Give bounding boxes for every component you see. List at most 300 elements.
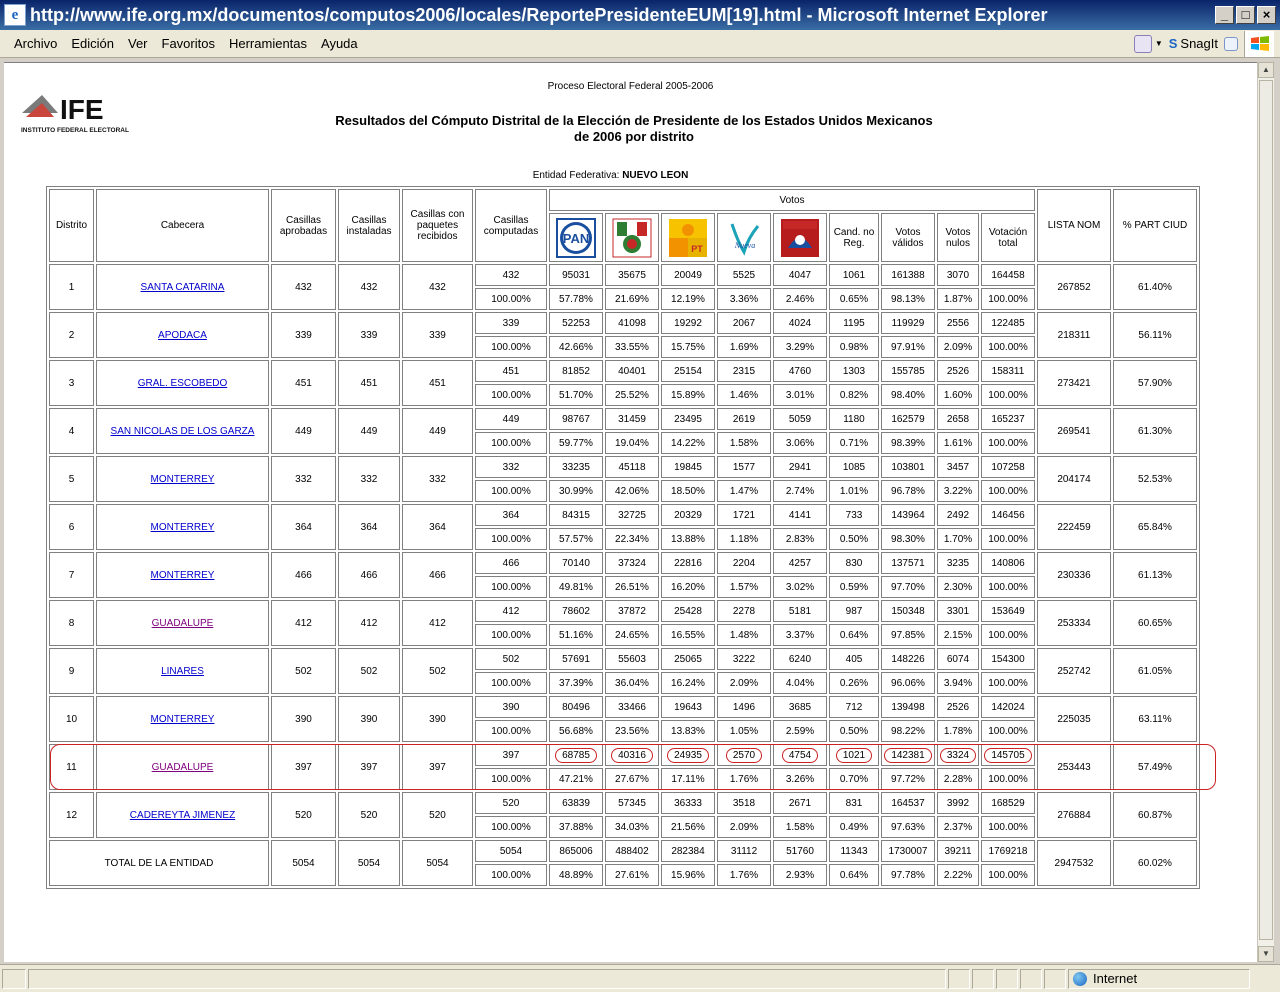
table-row bbox=[49, 792, 1197, 814]
instaladas-cell: 390 bbox=[338, 696, 400, 742]
nueva-alianza-logo-icon bbox=[723, 217, 765, 259]
votes-pct-cell: 3.36% bbox=[717, 288, 771, 310]
votes-cell: 2204 bbox=[717, 552, 771, 574]
lista-nom-cell: 204174 bbox=[1037, 456, 1111, 502]
votes-pct-cell: 0.64% bbox=[829, 624, 879, 646]
page-viewport bbox=[4, 62, 1257, 962]
votes-pct-cell: 0.59% bbox=[829, 576, 879, 598]
votes-pct-cell: 23.56% bbox=[605, 720, 659, 742]
votes-pct-cell: 2.46% bbox=[773, 288, 827, 310]
votes-cell: 3992 bbox=[937, 792, 979, 814]
votes-pct-cell: 3.02% bbox=[773, 576, 827, 598]
paquetes-cell: 332 bbox=[402, 456, 473, 502]
table-row bbox=[49, 312, 1197, 334]
status-cell bbox=[948, 969, 970, 989]
votes-pct-cell: 1.58% bbox=[717, 432, 771, 454]
votes-cell: 31459 bbox=[605, 408, 659, 430]
party-alternativa-cell bbox=[773, 213, 827, 262]
cabecera-link[interactable]: MONTERREY bbox=[150, 569, 215, 581]
paquetes-cell: 390 bbox=[402, 696, 473, 742]
votes-pct-cell: 3.37% bbox=[773, 624, 827, 646]
votes-cell: 40401 bbox=[605, 360, 659, 382]
votes-pct-cell: 1.58% bbox=[773, 816, 827, 838]
distrito-cell: 10 bbox=[49, 696, 94, 742]
scroll-down-icon[interactable]: ▼ bbox=[1258, 946, 1274, 962]
part-ciud-cell: 57.90% bbox=[1113, 360, 1197, 406]
votes-cell: 107258 bbox=[981, 456, 1035, 478]
computadas-cell: 397 bbox=[475, 744, 547, 766]
votes-cell: 2556 bbox=[937, 312, 979, 334]
votes-pct-cell: 1.87% bbox=[937, 288, 979, 310]
party-nueva-alianza-cell bbox=[717, 213, 771, 262]
cabecera-cell bbox=[96, 600, 269, 646]
part-ciud-cell: 63.11% bbox=[1113, 696, 1197, 742]
votes-cell: 20049 bbox=[661, 264, 715, 286]
svg-text:Nueva: Nueva bbox=[734, 240, 756, 250]
votes-cell: 2526 bbox=[937, 696, 979, 718]
cabecera-cell bbox=[96, 648, 269, 694]
maximize-button[interactable]: □ bbox=[1236, 6, 1255, 24]
distrito-cell: 1 bbox=[49, 264, 94, 310]
votes-pct-cell: 0.65% bbox=[829, 288, 879, 310]
instaladas-cell: 520 bbox=[338, 792, 400, 838]
votes-cell bbox=[937, 744, 979, 766]
votes-pct-cell: 1.78% bbox=[937, 720, 979, 742]
aprobadas-cell: 432 bbox=[271, 264, 336, 310]
table-row bbox=[49, 360, 1197, 382]
votes-cell: 150348 bbox=[881, 600, 935, 622]
votes-pct-cell: 0.49% bbox=[829, 816, 879, 838]
lista-nom-cell: 276884 bbox=[1037, 792, 1111, 838]
highlighted-value: 4754 bbox=[782, 748, 818, 763]
computadas-pct-cell: 100.00% bbox=[475, 816, 547, 838]
instaladas-cell: 364 bbox=[338, 504, 400, 550]
votes-pct-cell: 2.30% bbox=[937, 576, 979, 598]
computadas-cell: 466 bbox=[475, 552, 547, 574]
process-label: Proceso Electoral Federal 2005-2006 bbox=[547, 81, 714, 92]
scroll-thumb[interactable] bbox=[1259, 80, 1273, 940]
cabecera-cell bbox=[96, 408, 269, 454]
votes-cell: 31112 bbox=[717, 840, 771, 862]
part-ciud-cell: 60.87% bbox=[1113, 792, 1197, 838]
cabecera-link[interactable]: MONTERREY bbox=[150, 713, 215, 725]
status-cell bbox=[1044, 969, 1066, 989]
votes-cell: 5525 bbox=[717, 264, 771, 286]
votes-pct-cell: 2.09% bbox=[717, 672, 771, 694]
computadas-cell: 332 bbox=[475, 456, 547, 478]
votes-cell: 165237 bbox=[981, 408, 1035, 430]
votes-cell: 23495 bbox=[661, 408, 715, 430]
votes-pct-cell: 100.00% bbox=[981, 816, 1035, 838]
votes-pct-cell: 48.89% bbox=[549, 864, 603, 886]
votes-pct-cell: 19.04% bbox=[605, 432, 659, 454]
votes-cell: 137571 bbox=[881, 552, 935, 574]
votes-pct-cell: 0.98% bbox=[829, 336, 879, 358]
part-ciud-cell: 52.53% bbox=[1113, 456, 1197, 502]
votes-cell: 37872 bbox=[605, 600, 659, 622]
votes-cell bbox=[881, 744, 935, 766]
votes-pct-cell: 16.24% bbox=[661, 672, 715, 694]
total-label: TOTAL DE LA ENTIDAD bbox=[49, 840, 269, 886]
votes-pct-cell: 97.78% bbox=[881, 864, 935, 886]
votes-cell: 139498 bbox=[881, 696, 935, 718]
svg-text:PAN: PAN bbox=[562, 230, 590, 246]
votes-cell: 1303 bbox=[829, 360, 879, 382]
votes-cell: 158311 bbox=[981, 360, 1035, 382]
distrito-cell: 3 bbox=[49, 360, 94, 406]
computadas-pct-cell: 100.00% bbox=[475, 432, 547, 454]
votes-cell: 122485 bbox=[981, 312, 1035, 334]
votes-cell: 143964 bbox=[881, 504, 935, 526]
lista-nom-cell: 273421 bbox=[1037, 360, 1111, 406]
votes-cell: 1721 bbox=[717, 504, 771, 526]
status-bar bbox=[0, 964, 1280, 992]
vertical-scrollbar[interactable] bbox=[1257, 62, 1274, 962]
minimize-button[interactable]: _ bbox=[1215, 6, 1234, 24]
menu-ayuda[interactable]: Ayuda bbox=[321, 36, 358, 51]
votes-cell: 98767 bbox=[549, 408, 603, 430]
votes-pct-cell: 27.67% bbox=[605, 768, 659, 790]
votes-cell: 2492 bbox=[937, 504, 979, 526]
status-text bbox=[28, 969, 946, 989]
votes-cell bbox=[829, 744, 879, 766]
votes-pct-cell: 42.06% bbox=[605, 480, 659, 502]
aprobadas-cell: 339 bbox=[271, 312, 336, 358]
votes-pct-cell: 26.51% bbox=[605, 576, 659, 598]
votes-cell: 168529 bbox=[981, 792, 1035, 814]
votes-pct-cell: 12.19% bbox=[661, 288, 715, 310]
distrito-cell: 7 bbox=[49, 552, 94, 598]
votes-cell: 5181 bbox=[773, 600, 827, 622]
windows-logo-icon bbox=[1244, 31, 1274, 57]
highlighted-value: 145705 bbox=[984, 748, 1031, 763]
votes-pct-cell: 98.22% bbox=[881, 720, 935, 742]
instaladas-cell: 397 bbox=[338, 744, 400, 790]
votes-pct-cell: 0.50% bbox=[829, 720, 879, 742]
header-aprobadas: Casillas aprobadas bbox=[271, 189, 336, 262]
status-cell bbox=[972, 969, 994, 989]
paquetes-cell: 412 bbox=[402, 600, 473, 646]
votes-cell: 103801 bbox=[881, 456, 935, 478]
votes-cell: 20329 bbox=[661, 504, 715, 526]
votes-cell: 1061 bbox=[829, 264, 879, 286]
cabecera-cell bbox=[96, 552, 269, 598]
votes-cell: 70140 bbox=[549, 552, 603, 574]
votes-pct-cell: 1.57% bbox=[717, 576, 771, 598]
lista-nom-cell: 2947532 bbox=[1037, 840, 1111, 886]
page-title-line2: de 2006 por distrito bbox=[574, 129, 694, 144]
lista-nom-cell: 230336 bbox=[1037, 552, 1111, 598]
computadas-pct-cell: 100.00% bbox=[475, 384, 547, 406]
votes-cell bbox=[981, 744, 1035, 766]
computadas-pct-cell: 100.00% bbox=[475, 720, 547, 742]
votes-cell: 831 bbox=[829, 792, 879, 814]
votes-cell: 1730007 bbox=[881, 840, 935, 862]
votes-cell: 142024 bbox=[981, 696, 1035, 718]
party-pan-cell bbox=[549, 213, 603, 262]
votes-cell: 154300 bbox=[981, 648, 1035, 670]
votes-pct-cell: 3.26% bbox=[773, 768, 827, 790]
cabecera-link[interactable]: MONTERREY bbox=[150, 521, 215, 533]
votes-pct-cell: 2.93% bbox=[773, 864, 827, 886]
votes-pct-cell: 37.88% bbox=[549, 816, 603, 838]
menu-herramientas[interactable]: Herramientas bbox=[228, 36, 308, 51]
cabecera-link[interactable]: APODACA bbox=[158, 329, 207, 341]
results-table bbox=[46, 186, 1200, 889]
computadas-cell: 520 bbox=[475, 792, 547, 814]
votes-pct-cell: 56.68% bbox=[549, 720, 603, 742]
votes-pct-cell: 100.00% bbox=[981, 768, 1035, 790]
votes-cell: 19845 bbox=[661, 456, 715, 478]
votes-pct-cell: 42.66% bbox=[549, 336, 603, 358]
distrito-cell: 4 bbox=[49, 408, 94, 454]
cabecera-cell bbox=[96, 264, 269, 310]
votes-pct-cell: 1.76% bbox=[717, 864, 771, 886]
menu-favoritos[interactable]: Favoritos bbox=[161, 36, 215, 51]
votes-cell: 3685 bbox=[773, 696, 827, 718]
close-button[interactable]: × bbox=[1257, 6, 1276, 24]
header-computadas: Casillas computadas bbox=[475, 189, 547, 262]
distrito-cell: 12 bbox=[49, 792, 94, 838]
distrito-cell: 2 bbox=[49, 312, 94, 358]
votes-pct-cell: 4.04% bbox=[773, 672, 827, 694]
cabecera-link[interactable]: GUADALUPE bbox=[151, 761, 214, 773]
votes-cell: 5059 bbox=[773, 408, 827, 430]
votes-cell: 52253 bbox=[549, 312, 603, 334]
votes-pct-cell: 96.78% bbox=[881, 480, 935, 502]
lista-nom-cell: 218311 bbox=[1037, 312, 1111, 358]
votes-cell: 1769218 bbox=[981, 840, 1035, 862]
votes-cell: 2671 bbox=[773, 792, 827, 814]
votes-cell: 733 bbox=[829, 504, 879, 526]
cabecera-cell bbox=[96, 312, 269, 358]
paquetes-cell: 502 bbox=[402, 648, 473, 694]
snagit-options-icon[interactable] bbox=[1224, 37, 1238, 51]
computadas-pct-cell: 100.00% bbox=[475, 480, 547, 502]
votes-cell: 19643 bbox=[661, 696, 715, 718]
computadas-cell: 449 bbox=[475, 408, 547, 430]
distrito-cell: 11 bbox=[49, 744, 94, 790]
votes-pct-cell: 0.64% bbox=[829, 864, 879, 886]
header-distrito: Distrito bbox=[49, 189, 94, 262]
votes-pct-cell: 16.55% bbox=[661, 624, 715, 646]
ie-icon: e bbox=[4, 4, 26, 26]
votes-pct-cell: 100.00% bbox=[981, 720, 1035, 742]
cabecera-link[interactable]: MONTERREY bbox=[150, 473, 215, 485]
table-row bbox=[49, 744, 1197, 766]
pdf-icon bbox=[1134, 35, 1152, 53]
votes-pct-cell: 59.77% bbox=[549, 432, 603, 454]
votes-pct-cell: 97.63% bbox=[881, 816, 935, 838]
votes-pct-cell: 100.00% bbox=[981, 528, 1035, 550]
votes-pct-cell: 100.00% bbox=[981, 384, 1035, 406]
part-ciud-cell: 61.30% bbox=[1113, 408, 1197, 454]
cabecera-cell bbox=[96, 792, 269, 838]
snagit-button[interactable] bbox=[1169, 36, 1218, 51]
instaladas-cell: 502 bbox=[338, 648, 400, 694]
votes-cell: 153649 bbox=[981, 600, 1035, 622]
table-row bbox=[49, 552, 1197, 574]
cabecera-link[interactable]: GUADALUPE bbox=[151, 617, 214, 629]
votes-pct-cell: 49.81% bbox=[549, 576, 603, 598]
votes-cell: 80496 bbox=[549, 696, 603, 718]
votes-cell: 119929 bbox=[881, 312, 935, 334]
votes-cell: 2941 bbox=[773, 456, 827, 478]
votes-cell: 2658 bbox=[937, 408, 979, 430]
votes-pct-cell: 1.70% bbox=[937, 528, 979, 550]
cabecera-cell bbox=[96, 744, 269, 790]
votes-cell bbox=[605, 744, 659, 766]
votes-cell: 84315 bbox=[549, 504, 603, 526]
votes-cell: 488402 bbox=[605, 840, 659, 862]
votes-cell: 6240 bbox=[773, 648, 827, 670]
header-validos: Votos válidos bbox=[881, 213, 935, 262]
votes-pct-cell: 97.91% bbox=[881, 336, 935, 358]
menu-archivo[interactable]: Archivo bbox=[14, 36, 58, 51]
highlighted-value: 2570 bbox=[726, 748, 762, 763]
votes-cell: 146456 bbox=[981, 504, 1035, 526]
computadas-cell: 412 bbox=[475, 600, 547, 622]
scroll-up-icon[interactable]: ▲ bbox=[1258, 62, 1274, 78]
part-ciud-cell: 60.02% bbox=[1113, 840, 1197, 886]
header-total: Votación total bbox=[981, 213, 1035, 262]
votes-cell bbox=[661, 744, 715, 766]
votes-pct-cell: 13.83% bbox=[661, 720, 715, 742]
computadas-pct-cell: 100.00% bbox=[475, 864, 547, 886]
svg-text:IFE: IFE bbox=[60, 94, 104, 125]
computadas-cell: 364 bbox=[475, 504, 547, 526]
votes-cell bbox=[717, 744, 771, 766]
instaladas-cell: 451 bbox=[338, 360, 400, 406]
aprobadas-cell: 520 bbox=[271, 792, 336, 838]
votes-pct-cell: 21.69% bbox=[605, 288, 659, 310]
status-cell bbox=[1020, 969, 1042, 989]
votes-cell: 1496 bbox=[717, 696, 771, 718]
votes-cell: 282384 bbox=[661, 840, 715, 862]
votes-pct-cell: 2.59% bbox=[773, 720, 827, 742]
status-page-icon bbox=[2, 969, 26, 989]
ife-logo-icon bbox=[20, 91, 140, 135]
lista-nom-cell: 222459 bbox=[1037, 504, 1111, 550]
header-instaladas: Casillas instaladas bbox=[338, 189, 400, 262]
status-zone bbox=[1068, 969, 1250, 989]
menu-ver[interactable]: Ver bbox=[128, 36, 148, 51]
votes-pct-cell: 27.61% bbox=[605, 864, 659, 886]
votes-pct-cell: 2.83% bbox=[773, 528, 827, 550]
chevron-down-icon: ▼ bbox=[1154, 39, 1163, 48]
votes-pct-cell: 13.88% bbox=[661, 528, 715, 550]
votes-pct-cell: 2.37% bbox=[937, 816, 979, 838]
votes-cell: 6074 bbox=[937, 648, 979, 670]
entidad-value: NUEVO LEON bbox=[622, 170, 689, 181]
cabecera-link[interactable]: GRAL. ESCOBEDO bbox=[137, 377, 228, 389]
cabecera-link[interactable]: LINARES bbox=[161, 665, 204, 677]
votes-pct-cell: 2.22% bbox=[937, 864, 979, 886]
votes-cell bbox=[773, 744, 827, 766]
votes-pct-cell: 15.96% bbox=[661, 864, 715, 886]
votes-pct-cell: 36.04% bbox=[605, 672, 659, 694]
window-titlebar bbox=[0, 0, 1280, 30]
globe-icon bbox=[1073, 972, 1087, 986]
highlighted-value: 3324 bbox=[940, 748, 976, 763]
pdf-tool-button[interactable] bbox=[1134, 35, 1163, 53]
header-nulos: Votos nulos bbox=[937, 213, 979, 262]
computadas-cell: 390 bbox=[475, 696, 547, 718]
votes-cell: 51760 bbox=[773, 840, 827, 862]
votes-pct-cell: 100.00% bbox=[981, 624, 1035, 646]
votes-cell: 2278 bbox=[717, 600, 771, 622]
votes-cell: 25428 bbox=[661, 600, 715, 622]
menu-edicion[interactable]: Edición bbox=[71, 36, 114, 51]
votes-cell: 19292 bbox=[661, 312, 715, 334]
lista-nom-cell: 253443 bbox=[1037, 744, 1111, 790]
votes-cell: 1195 bbox=[829, 312, 879, 334]
entidad-label: Entidad Federativa: bbox=[532, 170, 620, 181]
cabecera-cell bbox=[96, 456, 269, 502]
votes-cell: 36333 bbox=[661, 792, 715, 814]
table-row bbox=[49, 648, 1197, 670]
votes-cell: 162579 bbox=[881, 408, 935, 430]
votes-pct-cell: 98.30% bbox=[881, 528, 935, 550]
aprobadas-cell: 364 bbox=[271, 504, 336, 550]
aprobadas-cell: 390 bbox=[271, 696, 336, 742]
votes-cell: 3222 bbox=[717, 648, 771, 670]
cabecera-link[interactable]: SAN NICOLAS DE LOS GARZA bbox=[110, 425, 255, 437]
votes-pct-cell: 51.16% bbox=[549, 624, 603, 646]
votes-pct-cell: 57.78% bbox=[549, 288, 603, 310]
computadas-pct-cell: 100.00% bbox=[475, 768, 547, 790]
paquetes-cell: 397 bbox=[402, 744, 473, 790]
votes-cell: 2619 bbox=[717, 408, 771, 430]
votes-cell: 33466 bbox=[605, 696, 659, 718]
cabecera-link[interactable]: CADEREYTA JIMENEZ bbox=[129, 809, 236, 821]
votes-pct-cell: 51.70% bbox=[549, 384, 603, 406]
votes-pct-cell: 15.75% bbox=[661, 336, 715, 358]
votes-cell: 11343 bbox=[829, 840, 879, 862]
votes-cell: 3235 bbox=[937, 552, 979, 574]
votes-cell: 148226 bbox=[881, 648, 935, 670]
paquetes-cell: 466 bbox=[402, 552, 473, 598]
votes-pct-cell: 100.00% bbox=[981, 432, 1035, 454]
part-ciud-cell: 56.11% bbox=[1113, 312, 1197, 358]
status-cell bbox=[996, 969, 1018, 989]
votes-cell: 22816 bbox=[661, 552, 715, 574]
votes-pct-cell: 3.29% bbox=[773, 336, 827, 358]
votes-cell: 155785 bbox=[881, 360, 935, 382]
computadas-pct-cell: 100.00% bbox=[475, 288, 547, 310]
votes-cell: 4047 bbox=[773, 264, 827, 286]
votes-cell: 830 bbox=[829, 552, 879, 574]
votes-cell: 164537 bbox=[881, 792, 935, 814]
menu-bar bbox=[0, 30, 1280, 58]
page-title-line1: Resultados del Cómputo Distrital de la Elección de Presidente de los Estados Unidos Mexicanos bbox=[335, 113, 933, 128]
computadas-cell: 451 bbox=[475, 360, 547, 382]
votes-pct-cell: 47.21% bbox=[549, 768, 603, 790]
votes-pct-cell: 1.60% bbox=[937, 384, 979, 406]
votes-pct-cell: 18.50% bbox=[661, 480, 715, 502]
table-row bbox=[49, 504, 1197, 526]
votes-pct-cell: 2.74% bbox=[773, 480, 827, 502]
votes-cell: 4141 bbox=[773, 504, 827, 526]
votes-pct-cell: 37.39% bbox=[549, 672, 603, 694]
aprobadas-cell: 332 bbox=[271, 456, 336, 502]
votes-pct-cell: 1.48% bbox=[717, 624, 771, 646]
cabecera-link[interactable]: SANTA CATARINA bbox=[140, 281, 225, 293]
votes-cell: 3301 bbox=[937, 600, 979, 622]
table-row bbox=[49, 408, 1197, 430]
paquetes-cell: 520 bbox=[402, 792, 473, 838]
computadas-cell: 5054 bbox=[475, 840, 547, 862]
